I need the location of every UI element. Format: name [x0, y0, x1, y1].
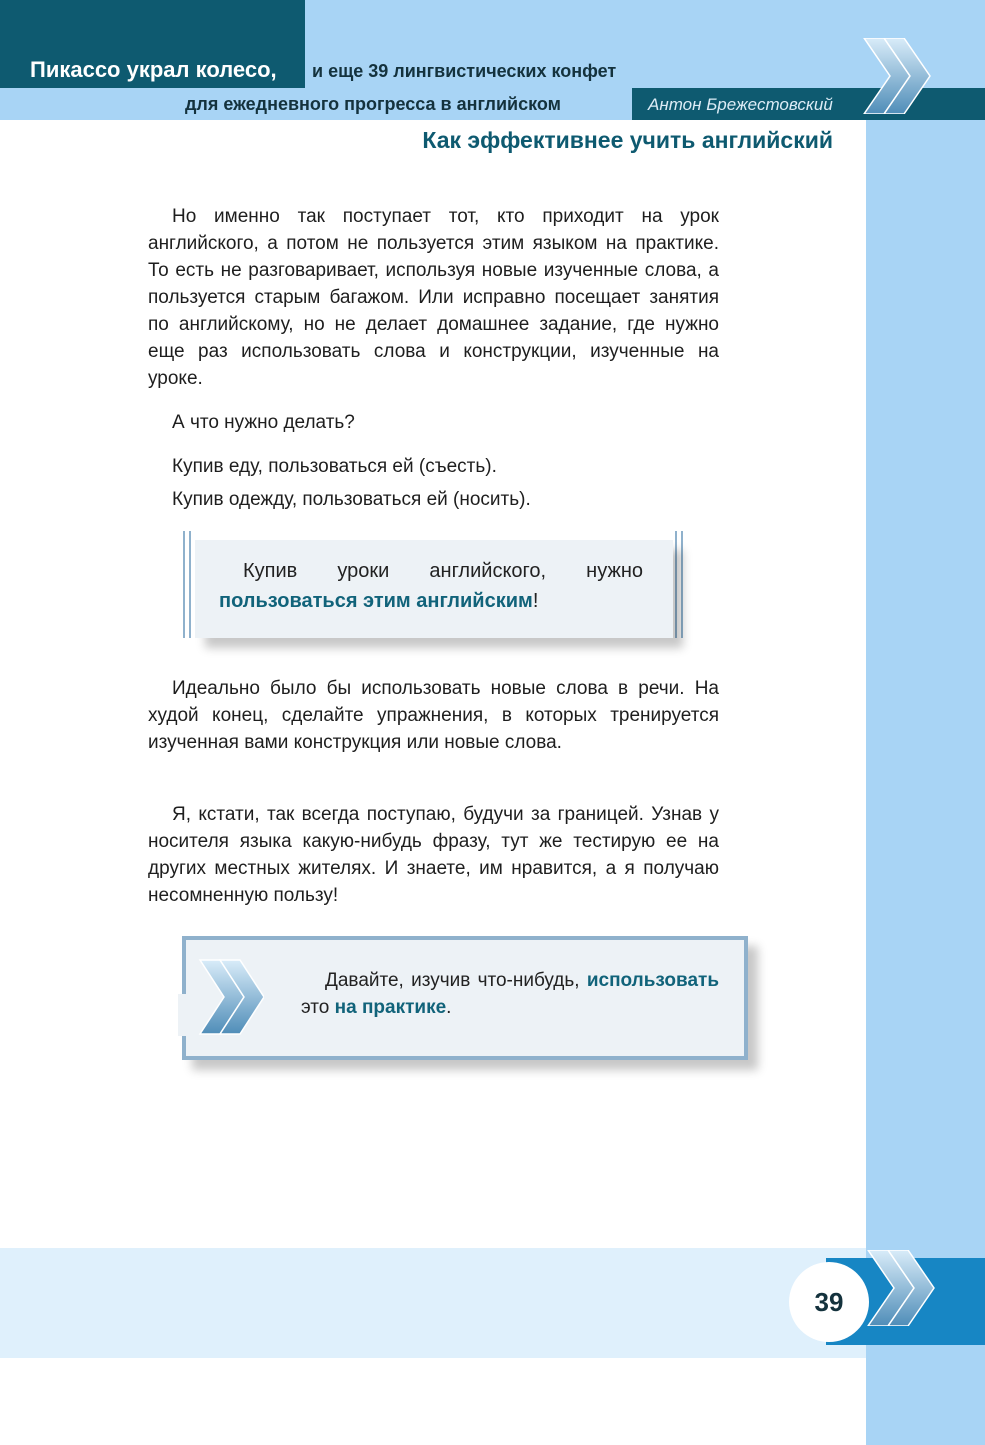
- footer-double-chevron-icon: [866, 1250, 936, 1326]
- quote-end: !: [532, 590, 539, 612]
- advice-part2: это: [301, 997, 335, 1018]
- quote-bar-left-inner: [189, 531, 191, 638]
- paragraph-2: Идеально было бы использовать новые слова в речи. На худой конец, сделайте упражнения, в которых тренируется изученная вами конструкция или новые слова.: [148, 678, 719, 753]
- page-number: 39: [814, 1287, 844, 1317]
- quote-line-2: [219, 588, 538, 615]
- food-line: Купив еду, пользоваться ей (съесть).: [172, 456, 497, 477]
- right-margin-strip: [866, 120, 985, 1445]
- double-chevron-icon: [862, 38, 932, 114]
- footer-band: [0, 1248, 866, 1358]
- quote-bar-right-inner: [675, 531, 677, 638]
- quote-bar-left-outer: [183, 531, 185, 638]
- quote-bar-right-outer: [681, 531, 683, 638]
- advice-text: [301, 967, 719, 1021]
- book-subtitle-line2: для ежедневного прогресса в английском: [185, 94, 561, 114]
- advice-end: .: [446, 997, 452, 1018]
- author-name: Антон Брежестовский: [648, 95, 833, 114]
- book-title: Пикассо украл колесо,: [30, 57, 277, 82]
- paragraph-3: Я, кстати, так всегда поступаю, будучи за границей. Узнав у носителя языка какую-нибудь фразу, тут же тестирую ее на других местных жителях. И знаете, им нравится, а я получаю несомненную пользу!: [148, 804, 719, 906]
- book-subtitle-line1: и еще 39 лингвистических конфет: [312, 61, 617, 81]
- section-title: Как эффективнее учить английский: [422, 127, 833, 153]
- question-line: А что нужно делать?: [172, 412, 355, 433]
- advice-chevron-icon: [178, 958, 264, 1036]
- advice-emphasis-2: на практике: [334, 997, 447, 1018]
- paragraph-1: Но именно так поступает тот, кто приходит на урок английского, а потом не пользуется этим языком на практике. То есть не разговаривает, используя новые изученные слова, а пользуется старым багажом. Или исправно посещает занятия по английскому, но не делает домашнее задание, где нужно еще раз использовать слова и конструкции, изученные на уроке.: [148, 206, 719, 389]
- advice-part1: Давайте, изучив что-нибудь,: [325, 970, 587, 991]
- quote-emphasis: пользоваться этим английским: [219, 590, 533, 612]
- quote-line-1: Купив уроки английского, нужно: [243, 560, 643, 582]
- advice-emphasis-1: использовать: [586, 970, 719, 991]
- clothes-line: Купив одежду, пользоваться ей (носить).: [172, 489, 531, 510]
